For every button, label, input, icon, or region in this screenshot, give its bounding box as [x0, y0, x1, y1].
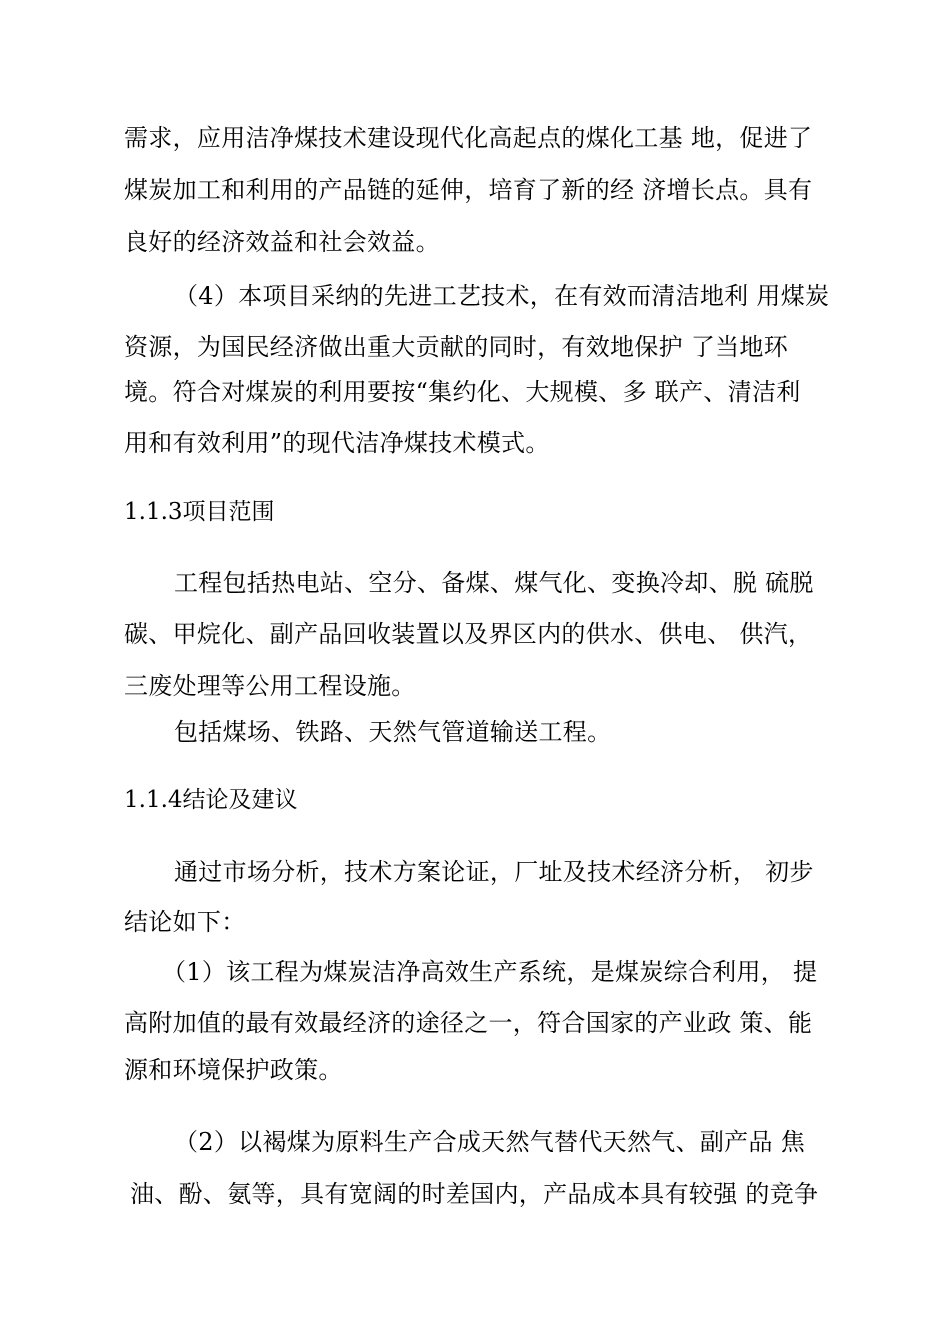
text-line: 油、酚、氨等，具有宽阔的时差国内，产品成本具有较强 的竞争: [130, 1180, 819, 1208]
text-line: 结论如下：: [124, 908, 246, 936]
text-line: 碳、甲烷化、副产品回收装置以及界区内的供水、供电、 供汽，: [124, 620, 813, 648]
text-line: 工程包括热电站、空分、备煤、煤气化、变换冷却、脱 硫脱: [174, 569, 814, 597]
text-line: 用和有效利用”的现代洁净煤技术模式。: [124, 429, 550, 457]
text-line: 境。符合对煤炭的利用要按“集约化、大规模、多 联产、清洁利: [124, 378, 801, 406]
section-heading-1-1-4: 1.1.4结论及建议: [124, 787, 298, 813]
text-line: （1）该工程为煤炭洁净高效生产系统，是煤炭综合利用， 提: [162, 958, 818, 986]
text-line: 资源，为国民经济做出重大贡献的同时，有效地保护 了当地环: [124, 333, 789, 361]
text-line: 包括煤场、铁路、天然气管道输送工程。: [174, 718, 612, 746]
text-line: 通过市场分析，技术方案论证，厂址及技术经济分析， 初步: [174, 858, 814, 886]
text-line: （4）本项目采纳的先进工艺技术，在有效而清洁地利 用煤炭: [174, 282, 830, 310]
section-heading-1-1-3: 1.1.3项目范围: [124, 499, 275, 525]
text-line: 高附加值的最有效最经济的途径之一，符合国家的产业政 策、能: [124, 1009, 813, 1037]
text-line: 良好的经济效益和社会效益。: [124, 228, 440, 256]
text-line: 三废处理等公用工程设施。: [124, 672, 416, 700]
text-line: 煤炭加工和利用的产品链的延伸，培育了新的经 济增长点。具有: [124, 176, 813, 204]
text-line: （2）以褐煤为原料生产合成天然气替代天然气、副产品 焦: [174, 1128, 805, 1156]
text-line: 需求，应用洁净煤技术建设现代化高起点的煤化工基 地，促进了: [124, 124, 813, 152]
text-line: 源和环境保护政策。: [124, 1056, 343, 1084]
